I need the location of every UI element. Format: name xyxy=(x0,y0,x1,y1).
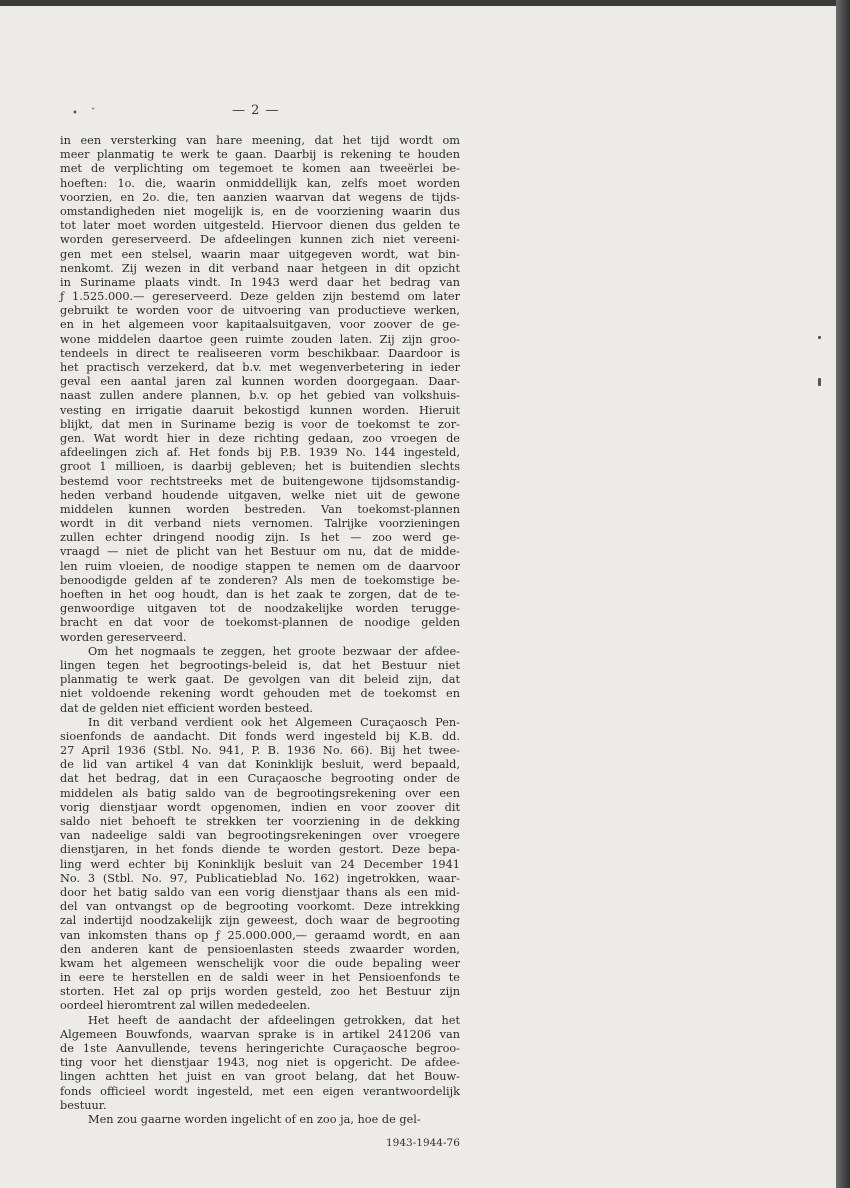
text-line: lingen tegen het begrootings-beleid is, dat het Bestuur niet xyxy=(60,658,460,672)
text-line: gen met een stelsel, waarin maar uitgegeven wordt, wat bin- xyxy=(60,247,460,261)
text-line: blijkt, dat men in Suriname bezig is voor de toekomst te zor- xyxy=(60,417,460,431)
text-line: wone middelen daartoe geen ruimte zouden laten. Zij zijn groo- xyxy=(60,332,460,346)
text-line: meer planmatig te werk te gaan. Daarbij is rekening te houden xyxy=(60,148,460,162)
text-line: ling werd echter bij Koninklijk besluit van 24 December 1941 xyxy=(60,857,460,871)
page-number: — 2 — xyxy=(232,103,280,118)
text-line: kwam het algemeen wenschelijk voor die oude bepaling weer xyxy=(60,956,460,970)
text-line: In dit verband verdient ook het Algemeen Curaçaosch Pen- xyxy=(88,715,460,729)
margin-mark xyxy=(818,336,821,339)
text-line: door het batig saldo van een vorig dienstjaar thans als een mid- xyxy=(60,885,460,899)
text-line: Het heeft de aandacht der afdeelingen getrokken, dat het xyxy=(88,1013,460,1027)
document-page xyxy=(0,6,836,1188)
text-line: den anderen kant de pensioenlasten steeds zwaarder worden, xyxy=(60,942,460,956)
text-line: lingen achtten het juist en van groot belang, dat het Bouw- xyxy=(60,1070,460,1084)
text-line: len ruim vloeien, de noodige stappen te nemen om de daarvoor xyxy=(60,559,460,573)
text-line: voorzien, en 2o. die, ten aanzien waarvan dat wegens de tijds- xyxy=(60,190,460,204)
text-line: bestemd voor rechtstreeks met de buitengewone tijdsomstandig- xyxy=(60,474,460,488)
text-line: bracht en dat voor de toekomst-plannen de noodige gelden xyxy=(60,616,460,630)
text-line: het practisch verzekerd, dat b.v. met wegenverbetering in ieder xyxy=(60,361,460,374)
text-line: afdeelingen zich af. Het fonds bij P.B. 1939 No. 144 ingesteld, xyxy=(60,446,460,460)
text-line: tot later moet worden uitgesteld. Hiervoor dienen dus gelden te xyxy=(60,219,460,233)
text-line: middelen kunnen worden bestreden. Van toekomst-plannen xyxy=(60,502,460,516)
text-line: en in het algemeen voor kapitaalsuitgaven, voor zoover de ge- xyxy=(60,318,460,332)
text-line: oordeel hieromtrent zal willen mededeelen. xyxy=(60,999,311,1013)
text-line: hoeften in het oog houdt, dan is het zaak te zorgen, dat de te- xyxy=(60,588,460,601)
text-line: Algemeen Bouwfonds, waarvan sprake is in artikel 241206 van xyxy=(60,1027,460,1041)
text-line: heden verband houdende uitgaven, welke niet uit de gewone xyxy=(60,488,460,502)
scanner-edge xyxy=(836,0,850,1188)
text-line: zullen echter dringend noodig zijn. Is het — zoo werd ge- xyxy=(60,531,460,545)
text-line: geval een aantal jaren zal kunnen worden doorgegaan. Daar- xyxy=(60,375,460,389)
text-line: dienstjaren, in het fonds diende te worden gestort. Deze bepa- xyxy=(60,843,460,857)
text-line: in eere te herstellen en de saldi weer in het Pensioenfonds te xyxy=(60,971,460,985)
text-line: vesting en irrigatie daaruit bekostigd kunnen worden. Hieruit xyxy=(60,403,460,417)
text-line: saldo niet behoeft te strekken ter voorziening in de dekking xyxy=(60,815,460,828)
text-line: vorig dienstjaar wordt opgenomen, indien en voor zoover dit xyxy=(60,800,460,814)
bleed-through-text xyxy=(560,98,564,120)
text-line: de lid van artikel 4 van dat Koninklijk besluit, werd bepaald, xyxy=(60,758,460,772)
page-specks: • ˇ xyxy=(72,108,96,119)
text-line: nenkomt. Zij wezen in dit verband naar hetgeen in dit opzicht xyxy=(60,261,460,275)
text-line: niet voldoende rekening wordt gehouden met de toekomst en xyxy=(60,687,460,701)
text-line: in een versterking van hare meening, dat het tijd wordt om xyxy=(60,134,460,147)
text-line: 27 April 1936 (Stbl. No. 941, P. B. 1936 No. 66). Bij het twee- xyxy=(60,744,460,758)
text-line: naast zullen andere plannen, b.v. op het gebied van volkshuis- xyxy=(60,389,460,403)
text-line: van inkomsten thans op ƒ 25.000.000,— geraamd wordt, en aan xyxy=(60,928,460,942)
text-line: benoodigde gelden af te zonderen? Als men de toekomstige be- xyxy=(60,573,460,587)
text-line: van nadeelige saldi van begrootingsrekeningen over vroegere xyxy=(60,829,460,843)
text-line: middelen als batig saldo van de begrootingsrekening over een xyxy=(60,786,460,800)
text-line: in Suriname plaats vindt. In 1943 werd daar het bedrag van xyxy=(60,275,460,289)
text-line: bestuur. xyxy=(60,1098,107,1112)
text-line: de 1ste Aanvullende, tevens heringerichte Curaçaosche begroo- xyxy=(60,1042,460,1055)
document-code: 1943-1944-76 xyxy=(386,1137,460,1149)
text-line: fonds officieel wordt ingesteld, met een eigen verantwoordelijk xyxy=(60,1084,460,1098)
text-line: genwoordige uitgaven tot de noodzakelijke worden terugge- xyxy=(60,602,460,616)
text-line: tendeels in direct te realiseeren vorm beschikbaar. Daardoor is xyxy=(60,346,460,360)
text-line: dat het bedrag, dat in een Curaçaosche begrooting onder de xyxy=(60,772,460,786)
text-line: vraagd — niet de plicht van het Bestuur om nu, dat de midde- xyxy=(60,545,460,559)
text-line: del van ontvangst op de begrooting voorkomt. Deze intrekking xyxy=(60,900,460,914)
text-line: dat de gelden niet efficient worden besteed. xyxy=(60,701,314,715)
text-line: Men zou gaarne worden ingelicht of en zoo ja, hoe de gel- xyxy=(88,1112,421,1126)
text-line: met de verplichting om tegemoet te komen aan tweeërlei be- xyxy=(60,162,460,176)
text-line: planmatig te werk gaat. De gevolgen van dit beleid zijn, dat xyxy=(60,673,460,687)
text-line: omstandigheden niet mogelijk is, en de voorziening waarin dus xyxy=(60,204,460,218)
text-line: wordt in dit verband niets vernomen. Talrijke voorzieningen xyxy=(60,517,460,531)
text-line: zal indertijd noodzakelijk zijn geweest, doch waar de begrooting xyxy=(60,914,460,928)
text-line: groot 1 millioen, is daarbij gebleven; het is buitendien slechts xyxy=(60,460,460,474)
text-line: Om het nogmaals te zeggen, het groote bezwaar der afdee- xyxy=(88,644,460,658)
text-line: ting voor het dienstjaar 1943, nog niet is opgericht. De afdee- xyxy=(60,1056,460,1070)
margin-mark xyxy=(818,378,821,386)
text-line: worden gereserveerd. xyxy=(60,630,187,644)
text-line: No. 3 (Stbl. No. 97, Publicatieblad No. 162) ingetrokken, waar- xyxy=(60,871,460,885)
text-line: gen. Wat wordt hier in deze richting gedaan, zoo vroegen de xyxy=(60,431,460,445)
text-line: worden gereserveerd. De afdeelingen kunnen zich niet vereeni- xyxy=(60,233,460,247)
text-line: hoeften: 1o. die, waarin onmiddellijk kan, zelfs moet worden xyxy=(60,176,460,190)
text-line: storten. Het zal op prijs worden gesteld, zoo het Bestuur zijn xyxy=(60,985,460,999)
text-line: sioenfonds de aandacht. Dit fonds werd ingesteld bij K.B. dd. xyxy=(60,729,460,743)
text-line: gebruikt te worden voor de uitvoering van productieve werken, xyxy=(60,304,460,318)
body-text xyxy=(60,134,460,1127)
text-line: ƒ 1.525.000.— gereserveerd. Deze gelden zijn bestemd om later xyxy=(60,290,460,304)
